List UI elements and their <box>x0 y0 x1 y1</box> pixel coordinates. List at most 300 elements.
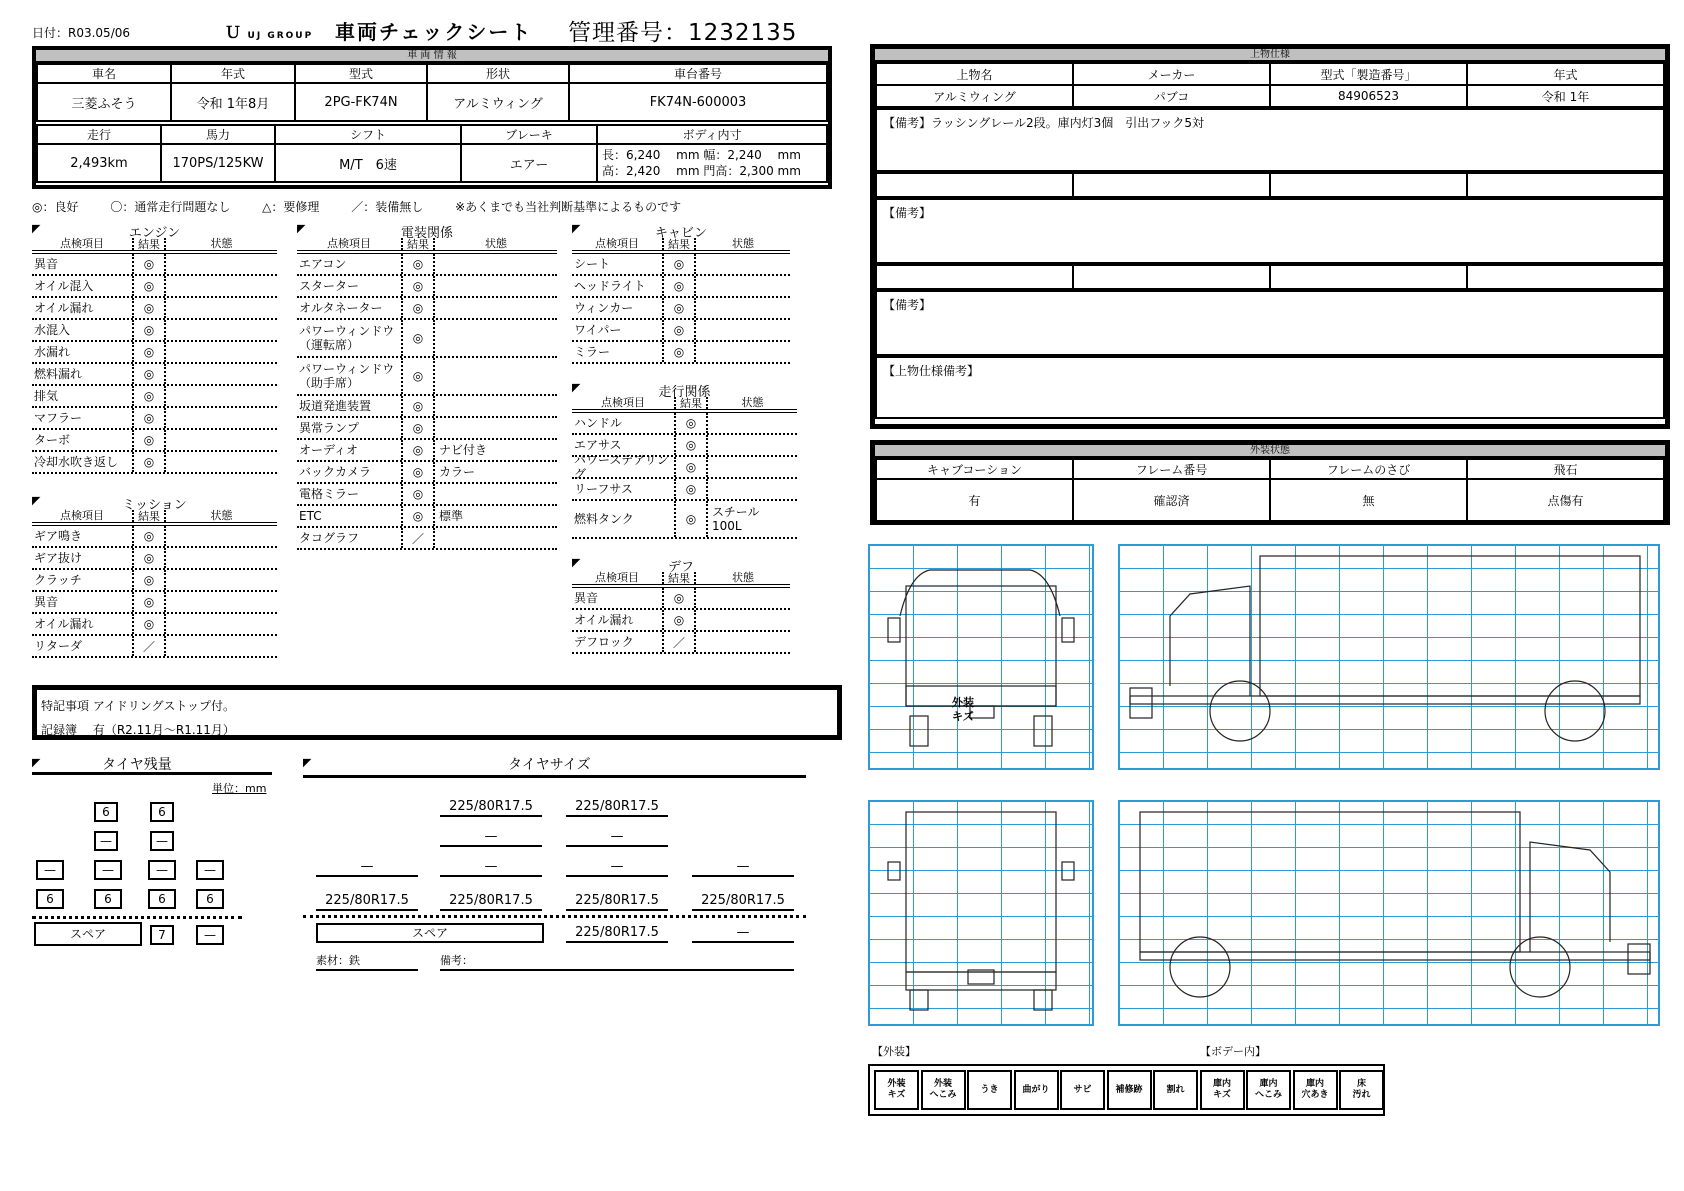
truck-front-icon <box>870 546 1092 768</box>
check-header-cell: 状態 <box>210 509 233 522</box>
legend-repair: △：要修理 <box>262 200 320 214</box>
check-row <box>32 614 277 636</box>
diff-section <box>572 556 790 654</box>
check-item: パワーウィンドウ （運転席） <box>299 324 395 352</box>
tire-size-divider <box>303 915 806 918</box>
vehicle-table-2 <box>36 124 828 183</box>
spec-value: 令和 1年 <box>1467 85 1664 107</box>
running-title <box>572 381 797 400</box>
check-item: 電格ミラー <box>299 487 360 501</box>
damage-legend-item: 庫内 へこみ <box>1246 1070 1291 1110</box>
check-item: オイル漏れ <box>34 617 94 631</box>
check-header-cell: 結果 <box>132 510 166 522</box>
notes-line-1: 特記事項 アイドリングストップ付。 <box>41 699 236 713</box>
check-item: リターダ <box>34 639 83 653</box>
running-section <box>572 381 797 539</box>
check-header-cell: 状態 <box>210 237 233 250</box>
check-row <box>572 501 797 539</box>
spare-label: スペア <box>34 922 142 946</box>
dims-line-1: 長：6,240 mm 幅：2,240 mm <box>602 148 801 162</box>
check-row <box>32 548 277 570</box>
management-number: 管理番号：1232135 <box>568 20 798 46</box>
check-item: オイル漏れ <box>574 613 634 627</box>
label-shape: 形状 <box>427 64 569 83</box>
tire-remain-box: 6 <box>36 889 64 909</box>
right-side-grid <box>1118 800 1660 1026</box>
check-row <box>572 320 790 342</box>
check-item: ヘッドライト <box>574 279 646 293</box>
date: 日付：R03.05/06 <box>32 26 131 40</box>
special-notes <box>32 685 842 740</box>
check-result: ◎ <box>132 452 166 472</box>
check-header-cell: 点検項目 <box>327 237 371 250</box>
check-item: 異常ランプ <box>299 421 360 435</box>
check-item: シート <box>574 257 611 271</box>
check-item: 坂道発進装置 <box>299 399 372 413</box>
tire-remain-box: 6 <box>94 889 122 909</box>
legend-ok: 〇：通常走行問題なし <box>110 200 231 214</box>
check-item: リーフサス <box>574 482 633 496</box>
check-result: ◎ <box>401 276 435 296</box>
check-row <box>32 430 277 452</box>
tire-remain-title <box>32 754 272 773</box>
section-triangle-icon: ◤ <box>572 381 581 394</box>
check-item: エアサス <box>574 438 622 452</box>
exterior-table <box>875 458 1665 522</box>
tire-remain-box: — <box>94 860 122 880</box>
tire-remain-rule <box>32 772 272 775</box>
check-result: ◎ <box>674 435 708 455</box>
check-row <box>297 506 557 528</box>
spec-blank-row <box>875 264 1665 290</box>
tire-size-line: — <box>566 859 668 877</box>
check-item: 異音 <box>574 591 599 605</box>
spec-value: 84906523 <box>1270 85 1467 107</box>
check-result: ◎ <box>132 430 166 450</box>
label-shift: シフト <box>275 125 461 144</box>
check-row <box>32 526 277 548</box>
tire-unit: 単位：mm <box>212 782 267 795</box>
damage-legend-item: 庫内 穴あき <box>1293 1070 1338 1110</box>
check-result: ◎ <box>662 610 696 630</box>
check-row <box>297 276 557 298</box>
check-result: ／ <box>662 632 696 652</box>
value-chassis: FK74N-600003 <box>569 83 827 121</box>
vehicle-info-bar: 車 両 情 報 <box>36 50 828 63</box>
spec-label: 型式「製造番号」 <box>1270 63 1467 85</box>
exterior-label: フレームのさび <box>1270 459 1467 479</box>
check-row <box>297 440 557 462</box>
check-result: ◎ <box>132 254 166 274</box>
section-triangle-icon: ◤ <box>32 756 41 769</box>
check-header-cell: 結果 <box>674 397 708 409</box>
check-row <box>297 418 557 440</box>
company-logo <box>225 20 313 43</box>
check-header-cell: 結果 <box>132 238 166 250</box>
exterior-value: 点傷有 <box>1467 479 1664 521</box>
check-result: ◎ <box>132 614 166 634</box>
value-year: 令和 1年8月 <box>171 83 295 121</box>
check-result: ◎ <box>132 526 166 546</box>
damage-legend-item: サビ <box>1060 1070 1105 1110</box>
check-row <box>32 592 277 614</box>
check-row <box>572 610 790 632</box>
check-header-cell: 状態 <box>485 237 507 250</box>
spare-remain-box: 7 <box>150 925 174 945</box>
check-result: ◎ <box>662 298 696 318</box>
check-result: ◎ <box>132 298 166 318</box>
check-item: ワイパー <box>574 323 622 337</box>
check-result: ◎ <box>674 457 708 477</box>
check-status: スチール 100L <box>712 505 760 533</box>
check-result: ◎ <box>674 501 708 537</box>
check-row <box>572 276 790 298</box>
tire-remain-box: — <box>36 860 64 880</box>
check-row <box>572 588 790 610</box>
check-result: ◎ <box>401 396 435 416</box>
check-item: パワーウィンドウ （助手席） <box>299 362 395 390</box>
check-row <box>32 276 277 298</box>
check-header-cell: 点検項目 <box>60 509 104 522</box>
section-triangle-icon: ◤ <box>32 494 41 507</box>
mission-title-text: ミッション <box>122 498 187 513</box>
check-row <box>32 254 277 276</box>
check-item: 異音 <box>34 257 59 271</box>
check-status: 標準 <box>439 509 464 523</box>
dims-line-2: 高：2,420 mm 門高：2,300 mm <box>602 164 801 178</box>
label-body-dims: ボディ内寸 <box>597 125 827 144</box>
exterior-label: キャブコーション <box>876 459 1073 479</box>
spec-remark-3: 【備考】 <box>875 290 1665 356</box>
tire-remain-box: 6 <box>94 802 118 822</box>
check-item: マフラー <box>34 411 83 425</box>
check-result: ◎ <box>401 254 435 274</box>
check-row <box>297 396 557 418</box>
check-result: ◎ <box>674 479 708 499</box>
check-result: ◎ <box>401 358 435 394</box>
tire-remain-box: — <box>196 860 224 880</box>
label-mileage: 走行 <box>37 125 161 144</box>
value-mileage: 2,493km <box>37 144 161 182</box>
tire-size-line: 225/80R17.5 <box>692 893 794 911</box>
check-row <box>32 342 277 364</box>
body-legend-label: 【ボデー内】 <box>1200 1045 1266 1058</box>
body-spec-bar: 上物仕様 <box>875 49 1665 62</box>
truck-rear-icon <box>870 802 1092 1024</box>
vehicle-info <box>32 46 832 189</box>
check-item: ギア鳴き <box>34 529 83 543</box>
check-row <box>32 364 277 386</box>
damage-legend-item: 曲がり <box>1014 1070 1059 1110</box>
label-model: 型式 <box>295 64 427 83</box>
check-item: タコグラフ <box>299 531 360 545</box>
check-row <box>572 632 790 654</box>
check-result: ◎ <box>674 413 708 433</box>
body-spec-table <box>875 62 1665 108</box>
check-result: ◎ <box>132 364 166 384</box>
value-model: 2PG-FK74N <box>295 83 427 121</box>
page-title: 車両チェックシート <box>335 20 533 44</box>
damage-legend <box>868 1064 1385 1116</box>
tire-size-line: 225/80R17.5 <box>566 893 668 911</box>
check-status: ナビ付き <box>439 443 488 457</box>
running-title-text: 走行関係 <box>658 385 711 400</box>
check-result: ◎ <box>401 484 435 504</box>
exterior-label: フレーム番号 <box>1073 459 1270 479</box>
value-power: 170PS/125KW <box>161 144 275 182</box>
electric-section <box>297 222 557 550</box>
check-row <box>32 636 277 658</box>
spec-remark-2: 【備考】 <box>875 198 1665 264</box>
check-result: ◎ <box>132 342 166 362</box>
exterior-value: 無 <box>1270 479 1467 521</box>
spec-label: メーカー <box>1073 63 1270 85</box>
logo-text: UJ GROUP <box>247 31 314 41</box>
truck-left-side-icon <box>1120 546 1658 768</box>
check-header-cell: 点検項目 <box>595 237 639 250</box>
check-row <box>572 298 790 320</box>
section-triangle-icon: ◤ <box>572 222 581 235</box>
tire-size-rule <box>303 775 806 778</box>
tire-size-line: — <box>692 859 794 877</box>
tire-remain-divider <box>32 916 242 919</box>
check-item: クラッチ <box>34 573 82 587</box>
check-result: ◎ <box>132 386 166 406</box>
spec-value: アルミウィング <box>876 85 1073 107</box>
check-result: ◎ <box>662 320 696 340</box>
check-row <box>32 570 277 592</box>
tire-size-line: — <box>440 829 542 847</box>
check-result: ◎ <box>401 440 435 460</box>
check-header-cell: 結果 <box>401 238 435 250</box>
electric-title <box>297 222 557 241</box>
value-brake: エアー <box>461 144 597 182</box>
tire-remain-box: — <box>94 831 118 851</box>
tire-material: 素材：鉄 <box>316 953 418 971</box>
section-triangle-icon: ◤ <box>297 222 306 235</box>
spec-blank-row <box>875 172 1665 198</box>
check-result: ◎ <box>132 320 166 340</box>
check-result: ／ <box>132 636 166 656</box>
check-item: ETC <box>299 509 322 523</box>
ext-legend-label: 【外装】 <box>872 1045 916 1058</box>
check-item: パワーステアリング <box>574 453 669 481</box>
engine-title-text: エンジン <box>128 226 181 241</box>
damage-legend-item: 割れ <box>1153 1070 1198 1110</box>
exterior-label: 飛石 <box>1467 459 1664 479</box>
value-shape: アルミウィング <box>427 83 569 121</box>
check-header-cell: 点検項目 <box>60 237 104 250</box>
check-result: ◎ <box>132 548 166 568</box>
check-result: ◎ <box>401 418 435 438</box>
check-result: ◎ <box>662 588 696 608</box>
section-triangle-icon: ◤ <box>32 222 41 235</box>
check-result: ◎ <box>401 506 435 526</box>
front-damage-mark-2: キズ <box>952 711 974 723</box>
tire-size-line: — <box>440 859 542 877</box>
logo-mark-icon: Ｕ <box>225 23 243 42</box>
check-header-cell: 結果 <box>662 238 696 250</box>
spare-size-line: — <box>692 925 794 943</box>
check-row <box>297 484 557 506</box>
check-item: ウィンカー <box>574 301 634 315</box>
check-item: ギア抜け <box>34 551 83 565</box>
spec-remark-1: 【備考】ラッシングレール2段。庫内灯3個 引出フック5対 <box>875 108 1665 172</box>
legend-note: ※あくまでも当社判断基準によるものです <box>455 200 682 214</box>
tire-size-line: — <box>316 859 418 877</box>
check-row <box>297 254 557 276</box>
rear-view-grid <box>868 800 1094 1026</box>
check-item: ハンドル <box>574 416 623 430</box>
check-result: ◎ <box>662 276 696 296</box>
spare-remain-box: — <box>196 925 224 945</box>
check-item: デフロック <box>574 635 634 649</box>
check-row <box>572 342 790 364</box>
check-row <box>572 254 790 276</box>
check-row <box>297 320 557 358</box>
electric-title-text: 電装関係 <box>400 226 453 241</box>
value-name: 三菱ふそう <box>37 83 171 121</box>
check-item: スターター <box>299 279 360 293</box>
front-damage-mark: 外装 <box>952 697 974 709</box>
spec-remark-4: 【上物仕様備考】 <box>875 356 1665 419</box>
check-header-cell: 点検項目 <box>601 396 645 409</box>
check-item: 排気 <box>34 389 59 403</box>
check-header-cell: 結果 <box>662 572 696 584</box>
notes-line-2: 記録簿 有（R2.11月～R1.11月） <box>41 723 235 737</box>
check-row <box>572 453 797 481</box>
check-item: バックカメラ <box>299 465 372 479</box>
tire-remain-box: — <box>148 860 176 880</box>
check-item: 異音 <box>34 595 59 609</box>
spec-label: 年式 <box>1467 63 1664 85</box>
check-item: ミラー <box>574 345 611 359</box>
diff-title <box>572 556 790 575</box>
exterior-value: 有 <box>876 479 1073 521</box>
check-row <box>572 479 797 501</box>
check-item: オイル混入 <box>34 279 94 293</box>
label-brake: ブレーキ <box>461 125 597 144</box>
tire-size-label: タイヤサイズ <box>508 757 591 773</box>
tire-remain-label: タイヤ残量 <box>102 757 172 773</box>
label-power: 馬力 <box>161 125 275 144</box>
front-view-grid <box>868 544 1094 770</box>
tire-size-line: 225/80R17.5 <box>440 893 542 911</box>
mission-section <box>32 494 277 658</box>
check-result: ◎ <box>401 462 435 482</box>
check-item: 水混入 <box>34 323 71 337</box>
check-item: オイル漏れ <box>34 301 94 315</box>
check-item: ターボ <box>34 433 71 447</box>
check-result: ◎ <box>132 570 166 590</box>
check-result: ◎ <box>662 254 696 274</box>
label-year: 年式 <box>171 64 295 83</box>
spare-size-label: スペア <box>316 923 544 943</box>
check-item: オーディオ <box>299 443 359 457</box>
check-row <box>32 386 277 408</box>
diff-title-text: デフ <box>667 560 694 575</box>
check-item: 水漏れ <box>34 345 71 359</box>
tire-size-line: 225/80R17.5 <box>566 799 668 817</box>
check-status: カラー <box>439 465 476 479</box>
tire-remain-box: 6 <box>196 889 224 909</box>
spare-size-line: 225/80R17.5 <box>566 925 668 943</box>
check-row <box>297 462 557 484</box>
check-row <box>32 320 277 342</box>
check-header-cell: 状態 <box>741 396 764 409</box>
check-row <box>572 413 797 435</box>
engine-section <box>32 222 277 474</box>
rating-legend <box>32 198 709 215</box>
check-item: 燃料タンク <box>574 512 634 526</box>
value-shift: M/T 6速 <box>275 144 461 182</box>
exterior-status <box>870 440 1670 525</box>
damage-legend-item: うき <box>967 1070 1012 1110</box>
section-triangle-icon: ◤ <box>303 756 312 769</box>
check-item: 冷却水吹き返し <box>34 455 119 469</box>
spec-value: パブコ <box>1073 85 1270 107</box>
check-item: オルタネーター <box>299 301 383 315</box>
check-row <box>32 408 277 430</box>
tire-remain-box: 6 <box>148 889 176 909</box>
label-name: 車名 <box>37 64 171 83</box>
body-spec <box>870 44 1670 429</box>
truck-right-side-icon <box>1120 802 1658 1024</box>
cabin-section <box>572 222 790 364</box>
damage-legend-item: 床 汚れ <box>1339 1070 1384 1110</box>
check-header-cell: 点検項目 <box>595 571 639 584</box>
check-item: エアコン <box>299 257 347 271</box>
cabin-title <box>572 222 790 241</box>
tire-remain-box: — <box>150 831 174 851</box>
legend-none: ／：装備無し <box>351 200 424 214</box>
value-body-dims <box>597 144 827 182</box>
check-row <box>297 528 557 550</box>
tire-size-line: — <box>566 829 668 847</box>
check-header-cell: 状態 <box>732 237 754 250</box>
exterior-value: 確認済 <box>1073 479 1270 521</box>
tire-size-line: 225/80R17.5 <box>316 893 418 911</box>
check-result: ◎ <box>132 276 166 296</box>
damage-legend-item: 庫内 キズ <box>1200 1070 1245 1110</box>
check-result: ／ <box>401 528 435 548</box>
check-row <box>32 298 277 320</box>
engine-title <box>32 222 277 241</box>
check-result: ◎ <box>401 298 435 318</box>
tire-remark: 備考： <box>440 953 794 971</box>
damage-legend-item: 外装 へこみ <box>921 1070 966 1110</box>
label-chassis: 車台番号 <box>569 64 827 83</box>
check-row <box>32 452 277 474</box>
check-result: ◎ <box>401 320 435 356</box>
vehicle-table-1 <box>36 63 828 122</box>
check-row <box>297 358 557 396</box>
damage-legend-item: 補修跡 <box>1107 1070 1152 1110</box>
section-triangle-icon: ◤ <box>572 556 581 569</box>
tire-size-title <box>303 754 806 773</box>
check-item: 燃料漏れ <box>34 367 83 381</box>
spec-label: 上物名 <box>876 63 1073 85</box>
check-result: ◎ <box>132 592 166 612</box>
exterior-bar: 外装状態 <box>875 445 1665 458</box>
left-side-grid <box>1118 544 1660 770</box>
check-header-cell: 状態 <box>732 571 754 584</box>
tire-remain-box: 6 <box>150 802 174 822</box>
damage-legend-item: 外装 キズ <box>874 1070 919 1110</box>
mission-title <box>32 494 277 513</box>
check-result: ◎ <box>662 342 696 362</box>
cabin-title-text: キャビン <box>654 226 707 241</box>
